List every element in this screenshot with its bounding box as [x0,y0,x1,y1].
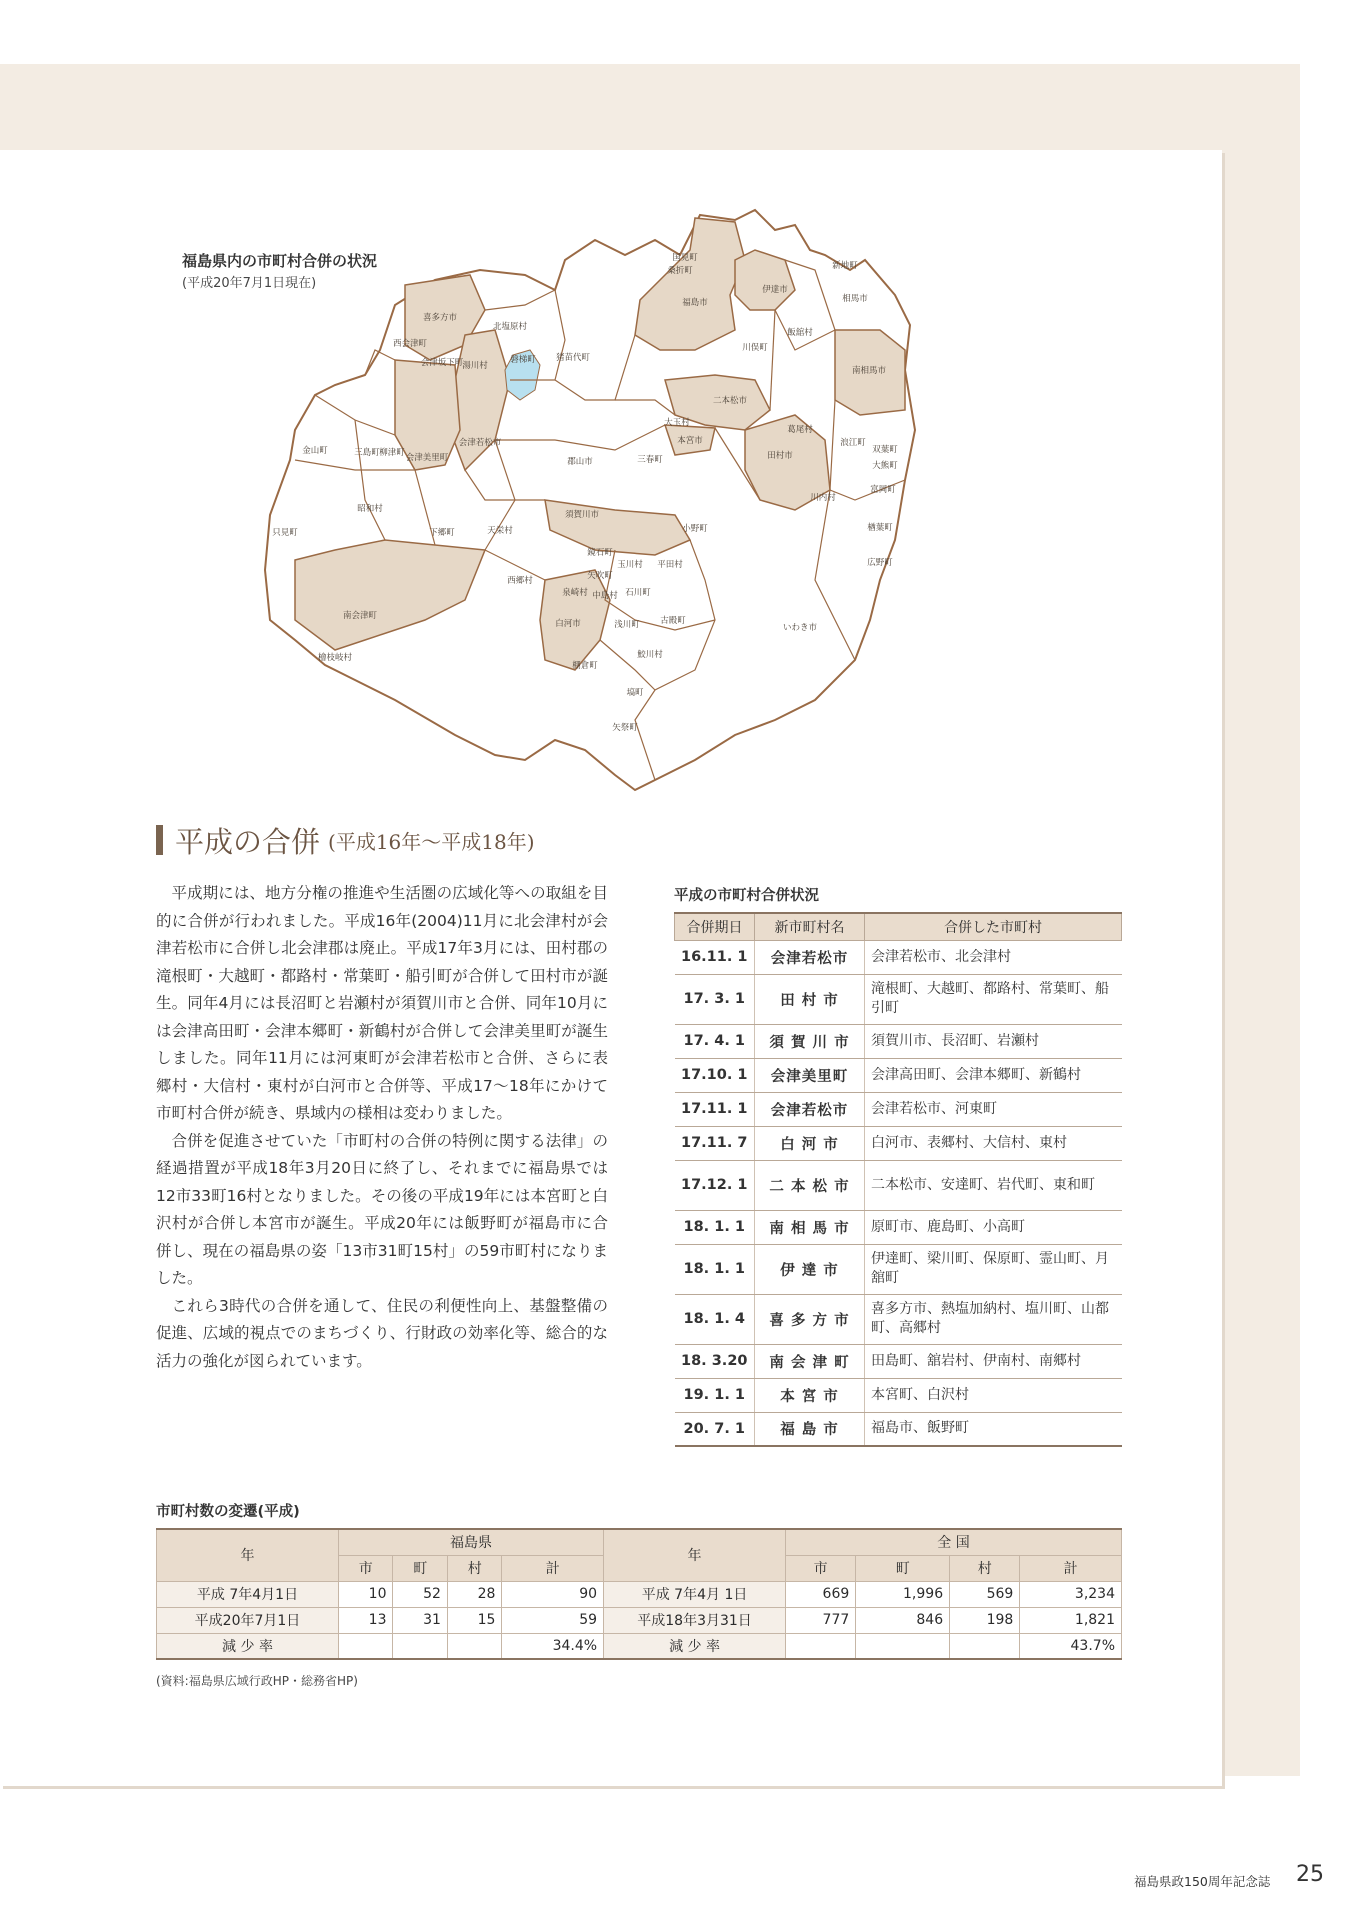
value-cell: 10 [339,1581,393,1607]
map-label: 飯舘村 [787,328,813,338]
col-header: 計 [502,1555,604,1581]
col-header: 市 [786,1555,856,1581]
page-number: 25 [1296,1862,1324,1887]
map-label: 湯川村 [462,361,488,371]
merge-new-name: 南 相 馬 市 [755,1210,865,1244]
merge-members: 会津若松市、北会津村 [865,940,1122,974]
value-cell: 198 [950,1607,1020,1633]
map-label: 天栄村 [487,526,513,536]
map-label: 三春町 [637,455,663,465]
table-row [675,1412,1122,1446]
merge-new-name: 本 宮 市 [755,1378,865,1412]
section-range: (平成16年〜平成18年) [328,829,535,854]
map-label: 大玉村 [664,418,690,428]
col-header: 町 [393,1555,447,1581]
merge-new-name: 田 村 市 [755,974,865,1024]
table-row [157,1633,1122,1659]
year-header: 年 [157,1529,339,1581]
table-row [675,1210,1122,1244]
map-label: 大熊町 [872,461,898,471]
map-label: 葛尾村 [787,425,813,435]
table-row [157,1607,1122,1633]
merge-date: 18. 1. 4 [675,1294,755,1344]
merge-new-name: 南 会 津 町 [755,1344,865,1378]
merge-table-title: 平成の市町村合併状況 [674,888,819,904]
map-label: 会津若松市 [458,438,502,448]
table-row [675,1160,1122,1210]
table-row [675,1294,1122,1344]
merge-members: 原町市、鹿島町、小高町 [865,1210,1122,1244]
map-label: 郡山市 [567,457,593,467]
table-row [675,940,1122,974]
value-cell: 52 [393,1581,447,1607]
map-label: 楢葉町 [867,523,893,533]
map-subtitle: (平成20年7月1日現在) [182,276,317,291]
value-cell: 59 [502,1607,604,1633]
national-group-header: 全 国 [786,1529,1122,1555]
map-label: 猪苗代町 [555,353,591,363]
table-row [675,1024,1122,1058]
map-label: 相馬市 [842,294,868,304]
value-cell: 1,821 [1020,1607,1122,1633]
source-note: (資料:福島県広域行政HP・総務省HP) [156,1674,358,1688]
merge-date: 17. 4. 1 [675,1024,755,1058]
table-row [675,1344,1122,1378]
merge-new-name: 白 河 市 [755,1126,865,1160]
map-label: 南相馬市 [851,366,887,376]
map-label: 矢吹町 [587,571,613,581]
map-label: 西郷村 [507,576,533,586]
merge-date: 16.11. 1 [675,940,755,974]
value-cell: 669 [786,1581,856,1607]
map-label: 玉川村 [617,560,643,570]
map-label: 中島村 [592,591,618,601]
merge-new-name: 須 賀 川 市 [755,1024,865,1058]
map-label: 川内村 [810,493,836,503]
value-cell: 90 [502,1581,604,1607]
map-label: 三島町 [354,448,380,458]
year-cell: 平成20年7月1日 [157,1607,339,1633]
section-title: 平成の合併 [175,824,321,859]
merge-members: 須賀川市、長沼町、岩瀬村 [865,1024,1122,1058]
value-cell: 28 [447,1581,501,1607]
merge-date: 18. 3.20 [675,1344,755,1378]
table-row [675,1244,1122,1294]
section-heading [156,822,535,858]
merge-new-name: 二 本 松 市 [755,1160,865,1210]
value-cell: 3,234 [1020,1581,1122,1607]
merge-members: 田島町、舘岩村、伊南村、南郷村 [865,1344,1122,1378]
count-table [156,1528,1122,1660]
year-cell: 平成 7年4月1日 [157,1581,339,1607]
value-cell: 846 [856,1607,950,1633]
map-label: 泉崎村 [562,588,588,598]
map-label: いわき市 [782,623,818,633]
value-cell: 15 [447,1607,501,1633]
merge-members: 会津若松市、河東町 [865,1092,1122,1126]
map-label: 双葉町 [872,445,898,455]
map-label: 檜枝岐村 [317,653,353,663]
table-row [675,1058,1122,1092]
merge-members: 滝根町、大越町、都路村、常葉町、船引町 [865,974,1122,1024]
table-row [675,1092,1122,1126]
section-bar [156,825,163,855]
map-label: 桑折町 [667,266,693,276]
map-label: 伊達市 [762,285,788,295]
year-header: 年 [604,1529,786,1581]
merge-new-name: 喜 多 方 市 [755,1294,865,1344]
map-label: 北塩原村 [492,322,528,332]
map-label: 鮫川村 [637,650,663,660]
map-label: 新地町 [832,261,858,271]
value-cell [786,1633,856,1659]
paragraph: 平成期には、地方分権の推進や生活圏の広域化等への取組を目的に合併が行われました。平成16年(2004)11月に北会津村が会津若松市に合併し北会津郡は廃止。平成17年3月には、田村郡の滝根町・大越町・都路村・常葉町・船引町が合併して田村市が誕生。同年4月には長沼町と岩瀬村が須賀川市と合併、同年10月には会津高田町・会津本郷町・新鶴村が合併して会津美里町が誕生しました。同年11月には河東町が会津若松市と合併、さらに表郷村・大信村・東村が白河市と合併等、平成17〜18年にかけて市町村合併が続き、県域内の様相は変わりました。 [156,884,608,1122]
value-cell [339,1633,393,1659]
map-label: 石川町 [625,588,651,598]
value-cell: 31 [393,1607,447,1633]
map-label: 須賀川市 [564,510,600,520]
merge-new-name: 会津若松市 [755,1092,865,1126]
map-label: 富岡町 [870,485,896,495]
body-text [156,880,608,1375]
col-header: 村 [950,1555,1020,1581]
merge-members: 本宮町、白沢村 [865,1378,1122,1412]
merge-new-name: 福 島 市 [755,1412,865,1446]
fukushima-group-header: 福島県 [339,1529,604,1555]
value-cell [950,1633,1020,1659]
map-label: 田村市 [767,451,793,461]
map-label: 柳津町 [379,448,405,458]
map-label: 鏡石町 [587,548,613,558]
table-row [675,974,1122,1024]
paragraph: これら3時代の合併を通して、住民の利便性向上、基盤整備の促進、広域的視点でのまちづくり、行財政の効率化等、総合的な活力の強化が図られています。 [156,1296,608,1370]
map-label: 下郷町 [429,528,455,538]
merge-date: 17. 3. 1 [675,974,755,1024]
table-row [675,1378,1122,1412]
value-cell [393,1633,447,1659]
merge-date: 19. 1. 1 [675,1378,755,1412]
map-label: 磐梯町 [510,355,536,365]
map-label: 西会津町 [392,339,428,349]
merge-members: 福島市、飯野町 [865,1412,1122,1446]
map-label: 矢祭町 [612,723,638,733]
col-header: 村 [447,1555,501,1581]
year-cell: 減 少 率 [157,1633,339,1659]
merge-date: 18. 1. 1 [675,1244,755,1294]
merge-date: 20. 7. 1 [675,1412,755,1446]
map-label: 福島市 [682,298,708,308]
merge-date: 18. 1. 1 [675,1210,755,1244]
merge-col-header: 新市町村名 [755,913,865,940]
merge-new-name: 伊 達 市 [755,1244,865,1294]
map-label: 塙町 [626,688,644,698]
map-label: 只見町 [272,528,298,538]
map-label: 白河市 [555,619,581,629]
merge-date: 17.10. 1 [675,1058,755,1092]
count-table-title: 市町村数の変遷(平成) [156,1504,300,1520]
merge-new-name: 会津若松市 [755,940,865,974]
map-title: 福島県内の市町村合併の状況 [182,252,378,270]
col-header: 町 [856,1555,950,1581]
map-label: 平田村 [657,560,683,570]
merge-date: 17.11. 1 [675,1092,755,1126]
fukushima-merger-map [255,200,1035,810]
year-cell: 平成18年3月31日 [604,1607,786,1633]
merge-date: 17.11. 7 [675,1126,755,1160]
paragraph: 合併を促進させていた「市町村の合併の特例に関する法律」の経過措置が平成18年3月20日に終了し、それまでに福島県では12市33町16村となりました。その後の平成19年には本宮町と白沢村が合併し本宮市が誕生。平成20年には飯野町が福島市に合併し、現在の福島県の姿「13市31町15村」の59市町村になりました。 [156,1131,608,1287]
value-cell: 569 [950,1581,1020,1607]
map-label: 広野町 [867,558,893,568]
map-label: 古殿町 [660,616,686,626]
map-label: 喜多方市 [422,313,458,323]
map-label: 小野町 [682,524,708,534]
merge-new-name: 会津美里町 [755,1058,865,1092]
value-cell: 1,996 [856,1581,950,1607]
map-label: 棚倉町 [572,661,598,671]
col-header: 計 [1020,1555,1122,1581]
merge-date: 17.12. 1 [675,1160,755,1210]
merge-members: 会津高田町、会津本郷町、新鶴村 [865,1058,1122,1092]
col-header: 市 [339,1555,393,1581]
map-label: 浅川町 [614,620,640,630]
value-cell [447,1633,501,1659]
table-row [675,1126,1122,1160]
map-label: 会津坂下町 [420,358,464,368]
merge-members: 白河市、表郷村、大信村、東村 [865,1126,1122,1160]
map-label: 南会津町 [342,611,378,621]
value-cell: 777 [786,1607,856,1633]
map-label: 本宮市 [677,436,703,446]
merge-members: 喜多方市、熱塩加納村、塩川町、山都町、高郷村 [865,1294,1122,1344]
map-label: 二本松市 [712,396,748,406]
value-cell: 43.7% [1020,1633,1122,1659]
footer-title: 福島県政150周年記念誌 [1134,1874,1271,1889]
table-row [157,1581,1122,1607]
year-cell: 減 少 率 [604,1633,786,1659]
year-cell: 平成 7年4月 1日 [604,1581,786,1607]
map-label: 浪江町 [840,438,866,448]
merge-col-header: 合併した市町村 [865,913,1122,940]
merge-members: 二本松市、安達町、岩代町、東和町 [865,1160,1122,1210]
map-label: 昭和村 [357,504,383,514]
merge-members: 伊達町、梁川町、保原町、霊山町、月舘町 [865,1244,1122,1294]
merge-table [674,912,1122,1447]
map-label: 国見町 [672,253,698,263]
map-label: 会津美里町 [405,453,449,463]
value-cell: 13 [339,1607,393,1633]
map-label: 川俣町 [742,343,768,353]
map-label: 金山町 [302,446,328,456]
value-cell [856,1633,950,1659]
merge-col-header: 合併期日 [675,913,755,940]
value-cell: 34.4% [502,1633,604,1659]
